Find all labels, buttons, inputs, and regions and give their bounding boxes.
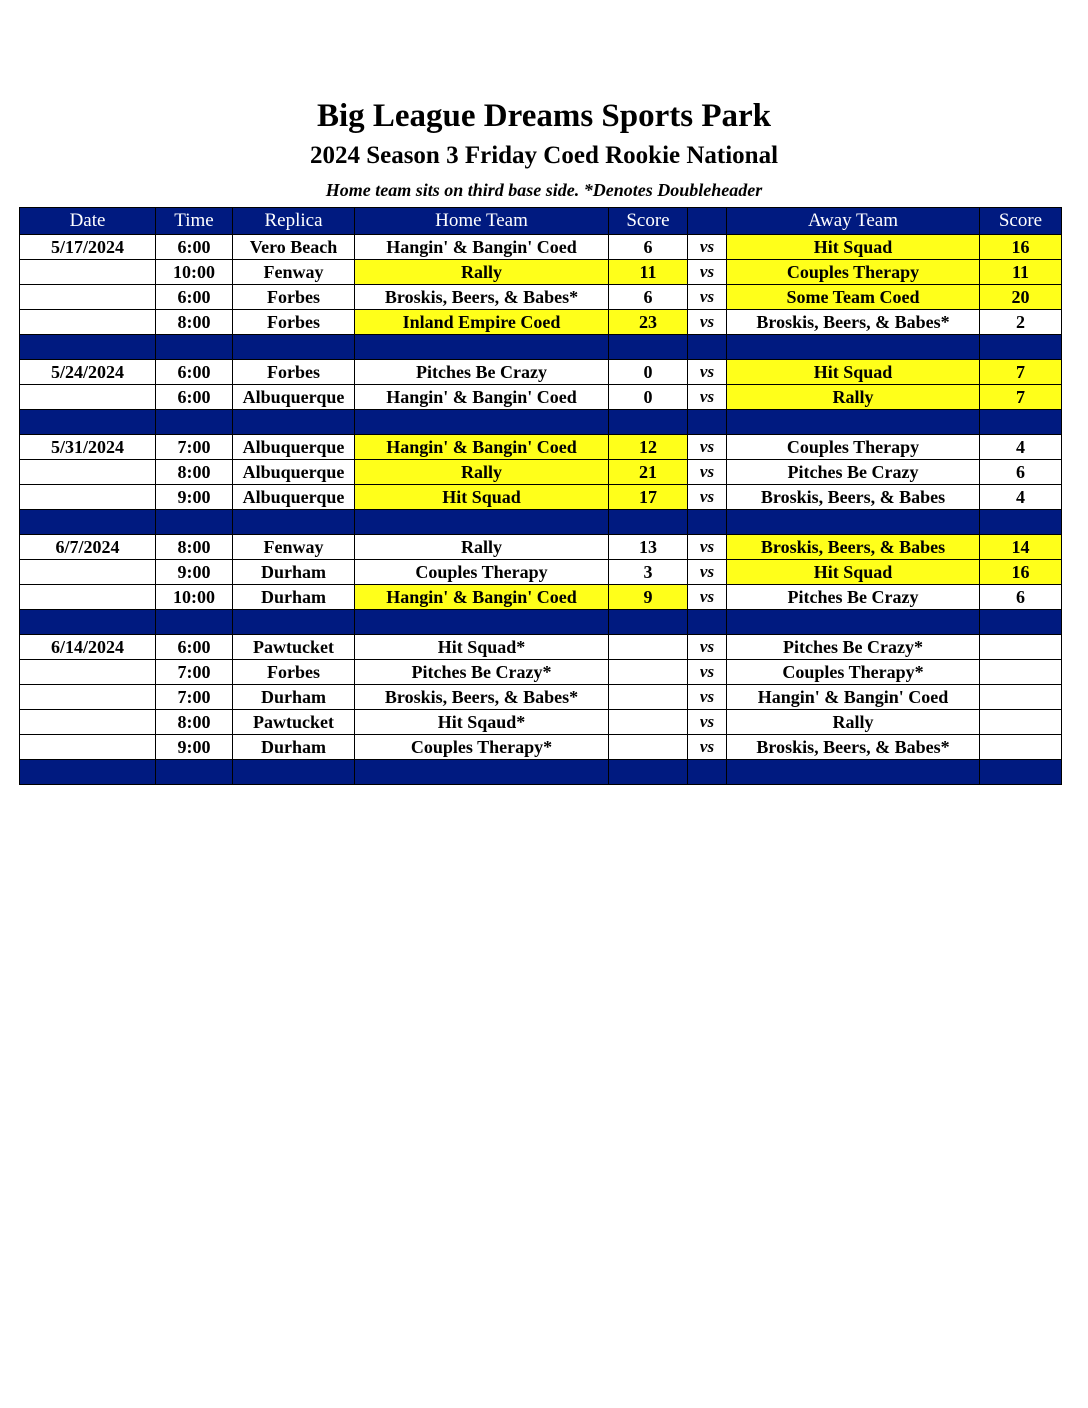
vs-cell: vs — [688, 235, 727, 260]
separator-cell — [20, 510, 156, 535]
page-subtitle: 2024 Season 3 Friday Coed Rookie National — [309, 142, 779, 169]
separator-cell — [156, 760, 233, 785]
replica-cell: Albuquerque — [233, 385, 355, 410]
separator-cell — [20, 610, 156, 635]
game-row — [20, 735, 1062, 760]
week-separator-row — [20, 335, 1062, 360]
home-score-cell: 23 — [609, 310, 688, 335]
separator-cell — [980, 410, 1062, 435]
week-separator-row — [20, 410, 1062, 435]
away-team-cell: Broskis, Beers, & Babes* — [727, 735, 980, 760]
away-team-cell: Broskis, Beers, & Babes — [727, 485, 980, 510]
home-team-cell: Couples Therapy — [355, 560, 609, 585]
away-team-cell: Hit Squad — [727, 560, 980, 585]
column-header-replica: Replica — [233, 208, 355, 235]
date-cell: 5/31/2024 — [20, 435, 156, 460]
date-cell: 5/24/2024 — [20, 360, 156, 385]
vs-cell: vs — [688, 435, 727, 460]
time-cell: 6:00 — [156, 635, 233, 660]
date-cell — [20, 560, 156, 585]
away-score-cell: 6 — [980, 585, 1062, 610]
time-cell: 6:00 — [156, 285, 233, 310]
separator-cell — [355, 610, 609, 635]
home-score-cell: 0 — [609, 385, 688, 410]
home-score-cell — [609, 660, 688, 685]
home-score-cell: 17 — [609, 485, 688, 510]
time-cell: 8:00 — [156, 310, 233, 335]
home-score-cell: 12 — [609, 435, 688, 460]
game-row — [20, 285, 1062, 310]
replica-cell: Durham — [233, 735, 355, 760]
separator-cell — [233, 610, 355, 635]
separator-cell — [156, 335, 233, 360]
replica-cell: Albuquerque — [233, 435, 355, 460]
away-score-cell: 20 — [980, 285, 1062, 310]
time-cell: 9:00 — [156, 735, 233, 760]
schedule-note: Home team sits on third base side. *Denotes Doubleheader — [325, 180, 763, 200]
schedule-table — [19, 207, 1062, 785]
home-team-cell: Rally — [355, 260, 609, 285]
column-header-home-team: Home Team — [355, 208, 609, 235]
home-score-cell: 11 — [609, 260, 688, 285]
away-score-cell — [980, 735, 1062, 760]
home-team-cell: Hangin' & Bangin' Coed — [355, 385, 609, 410]
away-score-cell: 16 — [980, 560, 1062, 585]
separator-cell — [156, 610, 233, 635]
separator-cell — [609, 610, 688, 635]
separator-cell — [727, 510, 980, 535]
column-header-time: Time — [156, 208, 233, 235]
time-cell: 7:00 — [156, 660, 233, 685]
home-score-cell — [609, 685, 688, 710]
separator-cell — [727, 610, 980, 635]
home-score-cell — [609, 635, 688, 660]
home-score-cell: 6 — [609, 285, 688, 310]
away-score-cell — [980, 660, 1062, 685]
week-separator-row — [20, 510, 1062, 535]
game-row — [20, 385, 1062, 410]
separator-cell — [355, 335, 609, 360]
away-team-cell: Hangin' & Bangin' Coed — [727, 685, 980, 710]
away-team-cell: Rally — [727, 385, 980, 410]
game-row — [20, 585, 1062, 610]
time-cell: 10:00 — [156, 585, 233, 610]
away-score-cell — [980, 685, 1062, 710]
game-row — [20, 485, 1062, 510]
separator-cell — [233, 760, 355, 785]
away-team-cell: Couples Therapy* — [727, 660, 980, 685]
replica-cell: Forbes — [233, 285, 355, 310]
page-title: Big League Dreams Sports Park — [316, 98, 772, 134]
date-cell — [20, 710, 156, 735]
home-team-cell: Rally — [355, 460, 609, 485]
away-score-cell: 7 — [980, 385, 1062, 410]
vs-cell: vs — [688, 685, 727, 710]
home-score-cell: 21 — [609, 460, 688, 485]
separator-cell — [609, 760, 688, 785]
game-row — [20, 710, 1062, 735]
away-score-cell: 16 — [980, 235, 1062, 260]
game-row — [20, 560, 1062, 585]
home-team-cell: Broskis, Beers, & Babes* — [355, 285, 609, 310]
separator-cell — [156, 410, 233, 435]
separator-cell — [609, 510, 688, 535]
home-team-cell: Couples Therapy* — [355, 735, 609, 760]
home-team-cell: Pitches Be Crazy — [355, 360, 609, 385]
away-team-cell: Broskis, Beers, & Babes — [727, 535, 980, 560]
separator-cell — [727, 335, 980, 360]
column-header-away-team: Away Team — [727, 208, 980, 235]
away-score-cell: 4 — [980, 485, 1062, 510]
column-header-home-score: Score — [609, 208, 688, 235]
date-cell: 6/14/2024 — [20, 635, 156, 660]
away-score-cell — [980, 635, 1062, 660]
date-cell — [20, 260, 156, 285]
game-row — [20, 235, 1062, 260]
date-cell — [20, 660, 156, 685]
home-team-cell: Hangin' & Bangin' Coed — [355, 435, 609, 460]
separator-cell — [980, 610, 1062, 635]
separator-cell — [609, 410, 688, 435]
time-cell: 6:00 — [156, 360, 233, 385]
column-header-away-score: Score — [980, 208, 1062, 235]
time-cell: 7:00 — [156, 435, 233, 460]
replica-cell: Fenway — [233, 535, 355, 560]
vs-cell: vs — [688, 585, 727, 610]
home-score-cell: 6 — [609, 235, 688, 260]
date-cell — [20, 460, 156, 485]
vs-cell: vs — [688, 535, 727, 560]
date-cell — [20, 485, 156, 510]
away-score-cell: 4 — [980, 435, 1062, 460]
game-row — [20, 535, 1062, 560]
away-team-cell: Rally — [727, 710, 980, 735]
date-cell — [20, 310, 156, 335]
game-row — [20, 360, 1062, 385]
home-team-cell: Hit Sqaud* — [355, 710, 609, 735]
home-team-cell: Hangin' & Bangin' Coed — [355, 585, 609, 610]
date-cell — [20, 735, 156, 760]
away-team-cell: Some Team Coed — [727, 285, 980, 310]
vs-cell: vs — [688, 360, 727, 385]
home-team-cell: Broskis, Beers, & Babes* — [355, 685, 609, 710]
vs-cell: vs — [688, 710, 727, 735]
time-cell: 8:00 — [156, 535, 233, 560]
vs-cell: vs — [688, 260, 727, 285]
date-cell — [20, 285, 156, 310]
home-team-cell: Inland Empire Coed — [355, 310, 609, 335]
vs-cell: vs — [688, 560, 727, 585]
home-team-cell: Hit Squad — [355, 485, 609, 510]
separator-cell — [609, 335, 688, 360]
table-header-row — [20, 208, 1062, 235]
time-cell: 6:00 — [156, 385, 233, 410]
separator-cell — [233, 410, 355, 435]
week-separator-row — [20, 610, 1062, 635]
replica-cell: Forbes — [233, 660, 355, 685]
separator-cell — [20, 335, 156, 360]
separator-cell — [355, 510, 609, 535]
separator-cell — [156, 510, 233, 535]
time-cell: 8:00 — [156, 710, 233, 735]
separator-cell — [20, 760, 156, 785]
separator-cell — [980, 335, 1062, 360]
separator-cell — [688, 760, 727, 785]
separator-cell — [727, 760, 980, 785]
column-header-date: Date — [20, 208, 156, 235]
vs-cell: vs — [688, 735, 727, 760]
replica-cell: Fenway — [233, 260, 355, 285]
home-score-cell — [609, 735, 688, 760]
separator-cell — [727, 410, 980, 435]
time-cell: 6:00 — [156, 235, 233, 260]
game-row — [20, 685, 1062, 710]
vs-cell: vs — [688, 635, 727, 660]
away-score-cell: 11 — [980, 260, 1062, 285]
home-score-cell: 13 — [609, 535, 688, 560]
vs-cell: vs — [688, 285, 727, 310]
game-row — [20, 435, 1062, 460]
time-cell: 9:00 — [156, 560, 233, 585]
game-row — [20, 635, 1062, 660]
game-row — [20, 260, 1062, 285]
home-score-cell: 9 — [609, 585, 688, 610]
separator-cell — [688, 410, 727, 435]
home-team-cell: Hangin' & Bangin' Coed — [355, 235, 609, 260]
away-team-cell: Couples Therapy — [727, 435, 980, 460]
vs-cell: vs — [688, 460, 727, 485]
replica-cell: Forbes — [233, 310, 355, 335]
home-team-cell: Pitches Be Crazy* — [355, 660, 609, 685]
game-row — [20, 660, 1062, 685]
column-header-vs — [688, 208, 727, 235]
date-cell: 6/7/2024 — [20, 535, 156, 560]
separator-cell — [688, 510, 727, 535]
time-cell: 8:00 — [156, 460, 233, 485]
replica-cell: Pawtucket — [233, 710, 355, 735]
away-score-cell: 7 — [980, 360, 1062, 385]
time-cell: 7:00 — [156, 685, 233, 710]
date-cell — [20, 585, 156, 610]
schedule-body — [20, 235, 1062, 785]
away-score-cell: 14 — [980, 535, 1062, 560]
vs-cell: vs — [688, 485, 727, 510]
vs-cell: vs — [688, 660, 727, 685]
time-cell: 9:00 — [156, 485, 233, 510]
away-team-cell: Couples Therapy — [727, 260, 980, 285]
away-team-cell: Hit Squad — [727, 235, 980, 260]
away-team-cell: Pitches Be Crazy — [727, 460, 980, 485]
replica-cell: Albuquerque — [233, 460, 355, 485]
game-row — [20, 310, 1062, 335]
away-team-cell: Broskis, Beers, & Babes* — [727, 310, 980, 335]
replica-cell: Durham — [233, 585, 355, 610]
away-team-cell: Hit Squad — [727, 360, 980, 385]
separator-cell — [355, 760, 609, 785]
away-score-cell: 6 — [980, 460, 1062, 485]
time-cell: 10:00 — [156, 260, 233, 285]
separator-cell — [233, 510, 355, 535]
away-team-cell: Pitches Be Crazy* — [727, 635, 980, 660]
game-row — [20, 460, 1062, 485]
replica-cell: Durham — [233, 685, 355, 710]
separator-cell — [688, 335, 727, 360]
away-score-cell: 2 — [980, 310, 1062, 335]
home-score-cell — [609, 710, 688, 735]
home-score-cell: 3 — [609, 560, 688, 585]
replica-cell: Albuquerque — [233, 485, 355, 510]
date-cell — [20, 685, 156, 710]
separator-cell — [20, 410, 156, 435]
away-team-cell: Pitches Be Crazy — [727, 585, 980, 610]
separator-cell — [980, 760, 1062, 785]
date-cell — [20, 385, 156, 410]
separator-cell — [233, 335, 355, 360]
replica-cell: Durham — [233, 560, 355, 585]
home-score-cell: 0 — [609, 360, 688, 385]
separator-cell — [688, 610, 727, 635]
home-team-cell: Hit Squad* — [355, 635, 609, 660]
replica-cell: Pawtucket — [233, 635, 355, 660]
vs-cell: vs — [688, 310, 727, 335]
separator-cell — [980, 510, 1062, 535]
replica-cell: Vero Beach — [233, 235, 355, 260]
week-separator-row — [20, 760, 1062, 785]
separator-cell — [355, 410, 609, 435]
away-score-cell — [980, 710, 1062, 735]
date-cell: 5/17/2024 — [20, 235, 156, 260]
vs-cell: vs — [688, 385, 727, 410]
replica-cell: Forbes — [233, 360, 355, 385]
home-team-cell: Rally — [355, 535, 609, 560]
